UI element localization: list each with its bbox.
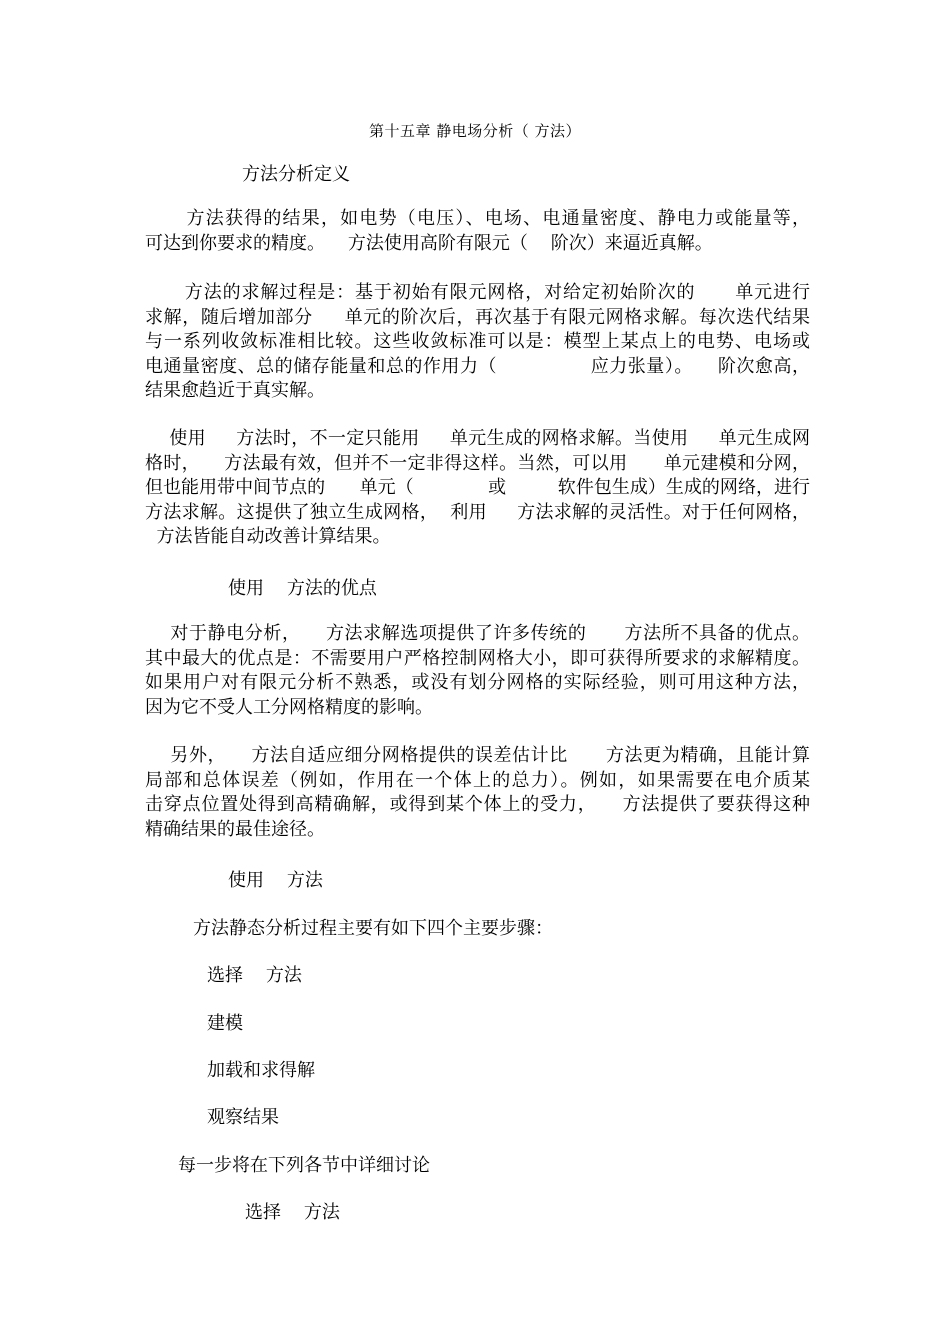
paragraph-definition-3	[145, 427, 810, 550]
text-line: 结果愈趋近于真实解。	[145, 380, 325, 401]
text-line: 方法求解。这提供了独立生成网格， 利用 方法求解的灵活性。对于任何网格，	[145, 501, 810, 523]
step-item: 选择 方法	[207, 965, 302, 986]
text-line: 但也能用带中间节点的 单元（ 或 软件包生成）生成的网络，进行	[145, 477, 810, 498]
step-item: 建模	[207, 1013, 243, 1034]
paragraph-advantages-2	[145, 744, 810, 842]
text-line: 使用 方法时，不一定只能用 单元生成的网格求解。当使用 单元生成网	[145, 428, 810, 449]
text-line: 对于静电分析， 方法求解选项提供了许多传统的 方法所不具备的优点。	[145, 623, 810, 644]
text-line: 精确结果的最佳途径。	[145, 818, 325, 840]
text-line: 局部和总体误差（例如，作用在一个体上的总力）。例如，如果需要在电介质某	[145, 769, 810, 791]
paragraph-definition-2	[145, 281, 810, 404]
text-line: 方法获得的结果，如电势（电压）、电场、电通量密度、静电力或能量等，	[145, 208, 810, 229]
text-line: 其中最大的优点是：不需要用户严格控制网格大小，即可获得所要求的求解精度。	[145, 647, 810, 669]
text-line: 电通量密度、总的储存能量和总的作用力（ 应力张量）。 阶次愈高，	[145, 355, 810, 377]
steps-outro: 每一步将在下列各节中详细讨论	[178, 1155, 430, 1176]
text-line: 格时， 方法最有效，但并不一定非得这样。当然，可以用 单元建模和分网，	[145, 452, 810, 474]
paragraph-definition-1	[145, 207, 810, 256]
section-heading-advantages: 使用 方法的优点	[228, 578, 377, 599]
step-item: 观察结果	[207, 1107, 279, 1128]
text-line: 方法皆能自动改善计算结果。	[145, 526, 391, 547]
paragraph-advantages-1	[145, 622, 810, 720]
text-line: 求解，随后增加部分 单元的阶次后，再次基于有限元网格求解。每次迭代结果	[145, 306, 810, 328]
sub-heading-select-method: 选择 方法	[245, 1202, 340, 1223]
section-heading-usage: 使用 方法	[228, 870, 323, 891]
chapter-title: 第十五章 静电场分析（ 方法）	[368, 122, 582, 140]
text-line: 如果用户对有限元分析不熟悉，或没有划分网格的实际经验，则可用这种方法，	[145, 672, 810, 693]
text-line: 另外， 方法自适应细分网格提供的误差估计比 方法更为精确，且能计算	[145, 745, 810, 766]
text-line: 方法的求解过程是：基于初始有限元网格，对给定初始阶次的 单元进行	[145, 282, 810, 303]
text-line: 可达到你要求的精度。 方法使用高阶有限元（ 阶次）来逼近真解。	[145, 232, 713, 254]
step-item: 加载和求得解	[207, 1060, 315, 1081]
text-line: 击穿点位置处得到高精确解，或得到某个体上的受力， 方法提供了要获得这种	[145, 794, 810, 815]
section-heading-definition: 方法分析定义	[242, 164, 350, 185]
text-line: 与一系列收敛标准相比较。这些收敛标准可以是：模型上某点上的电势、电场或	[145, 331, 810, 352]
text-line: 因为它不受人工分网格精度的影响。	[145, 696, 433, 718]
steps-intro: 方法静态分析过程主要有如下四个主要步骤：	[193, 918, 553, 939]
